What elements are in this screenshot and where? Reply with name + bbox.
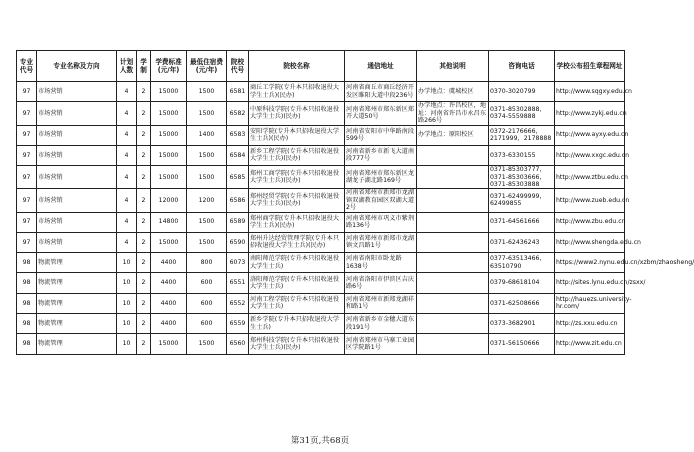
table-cell: http://hauezs.university-hr.com/ <box>555 293 625 313</box>
table-cell: 6552 <box>227 293 249 313</box>
table-cell: 市场营销 <box>37 82 117 102</box>
table-cell: 2 <box>137 125 151 145</box>
enrollment-table <box>16 50 694 355</box>
table-cell: 15000 <box>151 82 187 102</box>
table-cell: 6560 <box>227 334 249 354</box>
table-cell: 新乡学院(专升本只招收退役大学生士兵) <box>249 314 345 334</box>
table-cell: 2 <box>137 273 151 293</box>
table-cell: 10 <box>117 314 137 334</box>
table-cell: 4 <box>117 125 137 145</box>
table-cell: 河南省安阳市中华路南段599号 <box>345 125 417 145</box>
table-cell <box>417 334 489 354</box>
table-cell: 0371-56150666 <box>489 334 555 354</box>
table-cell: 6590 <box>227 232 249 252</box>
table-cell: 河南省郑州市新郑市龙湖镇双湖教育园区双湖大道2号 <box>345 189 417 212</box>
table-cell: 6551 <box>227 273 249 293</box>
table-cell: 600 <box>187 314 227 334</box>
table-cell: 0373-3682901 <box>489 314 555 334</box>
table-cell: 0371-62499999，62499855 <box>489 189 555 212</box>
table-cell: http://www.xxgc.edu.cn <box>555 145 625 165</box>
table-cell: 市场营销 <box>37 102 117 125</box>
table-cell: 0371-85302888，0374-5559888 <box>489 102 555 125</box>
table-cell: 10 <box>117 273 137 293</box>
column-header: 专业代号 <box>17 51 37 82</box>
table-cell: 郑州经贸学院(专升本只招收退役大学生士兵)(民办) <box>249 189 345 212</box>
table-cell: 4400 <box>151 273 187 293</box>
table-cell: 2 <box>137 314 151 334</box>
table-cell: 6585 <box>227 166 249 189</box>
table-cell: 物流管理 <box>37 273 117 293</box>
table-cell: 新乡工程学院(专升本只招收退役大学生士兵)(民办) <box>249 145 345 165</box>
table-cell: 0379-68618104 <box>489 273 555 293</box>
table-cell: 河南省郑州市马寨工业园区学院路1号 <box>345 334 417 354</box>
table-cell: 河南省郑州市新郑市龙湖镇文昌路1号 <box>345 232 417 252</box>
table-cell: 市场营销 <box>37 232 117 252</box>
table-cell: 2 <box>137 82 151 102</box>
table-cell: 2 <box>137 293 151 313</box>
table-cell: 2 <box>137 189 151 212</box>
table-cell: 15000 <box>151 102 187 125</box>
table-cell: http://www.zykj.edu.cn <box>555 102 625 125</box>
table-cell: 10 <box>117 293 137 313</box>
table-cell: 2 <box>137 232 151 252</box>
table-cell: 6586 <box>227 189 249 212</box>
table-cell: http://www.ayxy.edu.cn <box>555 125 625 145</box>
table-cell: 4 <box>117 102 137 125</box>
table-cell: http://www.shengda.edu.cn <box>555 232 625 252</box>
table-cell: 97 <box>17 189 37 212</box>
table-cell: 1500 <box>187 82 227 102</box>
table-cell: 97 <box>17 212 37 232</box>
table-cell: https://www2.nynu.edu.cn/xzbm/zhaosheng/ <box>555 253 625 273</box>
table-cell: 0373-6330155 <box>489 145 555 165</box>
table-cell: http://www.ztbu.edu.cn <box>555 166 625 189</box>
table-cell: 物流管理 <box>37 314 117 334</box>
column-header: 院校代号 <box>227 51 249 82</box>
table-cell: 1200 <box>187 189 227 212</box>
table-cell: http://www.zbu.edu.cn <box>555 212 625 232</box>
table-cell: 郑州商学院(专升本只招收退役大学生士兵)(民办) <box>249 212 345 232</box>
table-row <box>17 314 625 334</box>
page-footer: 第31页,共68页 <box>290 436 350 446</box>
table-cell: 洛阳师范学院(专升本只招收退役大学生士兵) <box>249 273 345 293</box>
table-cell: 河南省商丘市商丘经济开发区睢阳大道中段236号 <box>345 82 417 102</box>
table-cell <box>417 232 489 252</box>
table-cell: 办学地点：虞城校区 <box>417 82 489 102</box>
table-row <box>17 334 625 354</box>
column-header: 学费标准(元/年) <box>151 51 187 82</box>
table-row <box>17 145 625 165</box>
column-header: 通信地址 <box>345 51 417 82</box>
table-cell <box>417 253 489 273</box>
table-cell: 河南省洛阳市伊滨区吉庆路6号 <box>345 273 417 293</box>
table-cell <box>417 145 489 165</box>
document-page <box>16 50 694 355</box>
column-header: 院校名称 <box>249 51 345 82</box>
table-cell <box>417 293 489 313</box>
table-cell: 97 <box>17 166 37 189</box>
table-cell <box>417 189 489 212</box>
table-cell: 郑州科技学院(专升本只招收退役大学生士兵)(民办) <box>249 334 345 354</box>
table-cell: 0372-2176666，2171999，2178888 <box>489 125 555 145</box>
table-row <box>17 166 625 189</box>
table-cell: http://sites.lynu.edu.cn/zsxx/ <box>555 273 625 293</box>
table-cell: 4400 <box>151 253 187 273</box>
table-cell: 4 <box>117 166 137 189</box>
table-cell: 河南省南阳市卧龙路1638号 <box>345 253 417 273</box>
table-cell: 15000 <box>151 334 187 354</box>
table-cell: 河南省郑州市新郑龙湖祥和路1号 <box>345 293 417 313</box>
table-cell: 办学地点：原阳校区 <box>417 125 489 145</box>
table-cell: 97 <box>17 232 37 252</box>
table-cell: 6583 <box>227 125 249 145</box>
table-cell: http://www.zit.edu.cn <box>555 334 625 354</box>
table-cell: 4 <box>117 212 137 232</box>
table-cell: 1500 <box>187 102 227 125</box>
table-cell: 0371-85303777，0371-85303666，0371-85303888 <box>489 166 555 189</box>
table-cell: 98 <box>17 334 37 354</box>
table-cell: 河南工程学院(专升本只招收退役大学生士兵) <box>249 293 345 313</box>
table-cell <box>417 273 489 293</box>
table-cell <box>417 314 489 334</box>
table-cell: 6582 <box>227 102 249 125</box>
column-header: 咨询电话 <box>489 51 555 82</box>
table-cell: 办学地点：许昌校区，地址：河南省许昌市永昌东路266号 <box>417 102 489 125</box>
table-cell: 12000 <box>151 189 187 212</box>
table-cell: 15000 <box>151 166 187 189</box>
table-cell: 97 <box>17 145 37 165</box>
table-cell: 15000 <box>151 145 187 165</box>
table-header-row <box>17 51 625 82</box>
table-cell: 市场营销 <box>37 125 117 145</box>
table-cell: 1500 <box>187 334 227 354</box>
table-cell: 6589 <box>227 212 249 232</box>
table-cell: 15000 <box>151 232 187 252</box>
table-cell: 物流管理 <box>37 253 117 273</box>
table-row <box>17 102 625 125</box>
table-cell: 0370-3020799 <box>489 82 555 102</box>
table-cell: 600 <box>187 293 227 313</box>
table-cell: 2 <box>137 253 151 273</box>
table-cell: 河南省郑州市巩义市紫荆路136号 <box>345 212 417 232</box>
table-cell: 6559 <box>227 314 249 334</box>
table-cell: 市场营销 <box>37 145 117 165</box>
table-cell: 1400 <box>187 125 227 145</box>
table-cell <box>417 212 489 232</box>
table-row <box>17 293 625 313</box>
table-cell: http://www.sqgxy.edu.cn <box>555 82 625 102</box>
table-cell: 郑州工商学院(专升本只招收退役大学生士兵)(民办) <box>249 166 345 189</box>
table-cell: 4400 <box>151 293 187 313</box>
table-cell: 97 <box>17 82 37 102</box>
table-row <box>17 125 625 145</box>
column-header: 最低住宿费(元/年) <box>187 51 227 82</box>
table-row <box>17 232 625 252</box>
table-cell: 98 <box>17 314 37 334</box>
table-row <box>17 189 625 212</box>
table-cell: 98 <box>17 293 37 313</box>
table-cell: 河南省新乡市金穗大道东段191号 <box>345 314 417 334</box>
table-cell: 4 <box>117 232 137 252</box>
table-cell: 4400 <box>151 314 187 334</box>
table-cell: 97 <box>17 102 37 125</box>
table-cell: http://www.zueb.edu.cn <box>555 189 625 212</box>
table-cell: 2 <box>137 145 151 165</box>
table-cell <box>417 166 489 189</box>
table-cell: 郑州升达经贸管理学院(专升本只招收退役大学生士兵)(民办) <box>249 232 345 252</box>
table-cell: 1500 <box>187 166 227 189</box>
table-cell: 15000 <box>151 125 187 145</box>
table-cell: 市场营销 <box>37 212 117 232</box>
table-row <box>17 273 625 293</box>
table-cell: 97 <box>17 125 37 145</box>
table-cell: 物流管理 <box>37 334 117 354</box>
table-cell: 物流管理 <box>37 293 117 313</box>
column-header: 计划人数 <box>117 51 137 82</box>
table-cell: http://zs.xxu.edu.cn <box>555 314 625 334</box>
table-cell: 1500 <box>187 212 227 232</box>
table-cell: 商丘工学院(专升本只招收退役大学生士兵)(民办) <box>249 82 345 102</box>
table-cell: 2 <box>137 102 151 125</box>
table-cell: 市场营销 <box>37 189 117 212</box>
table-cell: 4 <box>117 189 137 212</box>
table-cell: 800 <box>187 253 227 273</box>
table-cell: 2 <box>137 212 151 232</box>
table-row <box>17 82 625 102</box>
table-cell: 0371-62436243 <box>489 232 555 252</box>
table-cell: 4 <box>117 82 137 102</box>
table-cell: 4 <box>117 145 137 165</box>
table-cell: 6581 <box>227 82 249 102</box>
table-cell: 6584 <box>227 145 249 165</box>
table-cell: 0371-64561666 <box>489 212 555 232</box>
table-row <box>17 212 625 232</box>
table-cell: 市场营销 <box>37 166 117 189</box>
table-cell: 河南省新乡市新飞大道南段777号 <box>345 145 417 165</box>
table-cell: 0371-62508666 <box>489 293 555 313</box>
table-cell: 6073 <box>227 253 249 273</box>
table-cell: 0377-63513466，63510790 <box>489 253 555 273</box>
table-cell: 10 <box>117 253 137 273</box>
column-header: 学校公布招生章程网址 <box>555 51 625 82</box>
table-cell: 1500 <box>187 145 227 165</box>
table-cell: 10 <box>117 334 137 354</box>
table-cell: 河南省郑州市郑东新区龙湖龙子湖北路169号 <box>345 166 417 189</box>
table-cell: 1500 <box>187 232 227 252</box>
table-body <box>17 82 694 355</box>
column-header: 其他说明 <box>417 51 489 82</box>
column-header: 专业名称及方向 <box>37 51 117 82</box>
table-cell: 98 <box>17 253 37 273</box>
column-header: 学制 <box>137 51 151 82</box>
table-cell: 安阳学院(专升本只招收退役大学生士兵)(民办) <box>249 125 345 145</box>
table-cell: 2 <box>137 166 151 189</box>
table-row <box>17 253 625 273</box>
table-cell: 河南省郑州市郑东新区郑开大道50号 <box>345 102 417 125</box>
table-cell: 南阳师范学院(专升本只招收退役大学生士兵) <box>249 253 345 273</box>
table-cell: 中原科技学院(专升本只招收退役大学生士兵)(民办) <box>249 102 345 125</box>
table-cell: 2 <box>137 334 151 354</box>
table-cell: 14800 <box>151 212 187 232</box>
table-cell: 98 <box>17 273 37 293</box>
table-cell: 600 <box>187 273 227 293</box>
